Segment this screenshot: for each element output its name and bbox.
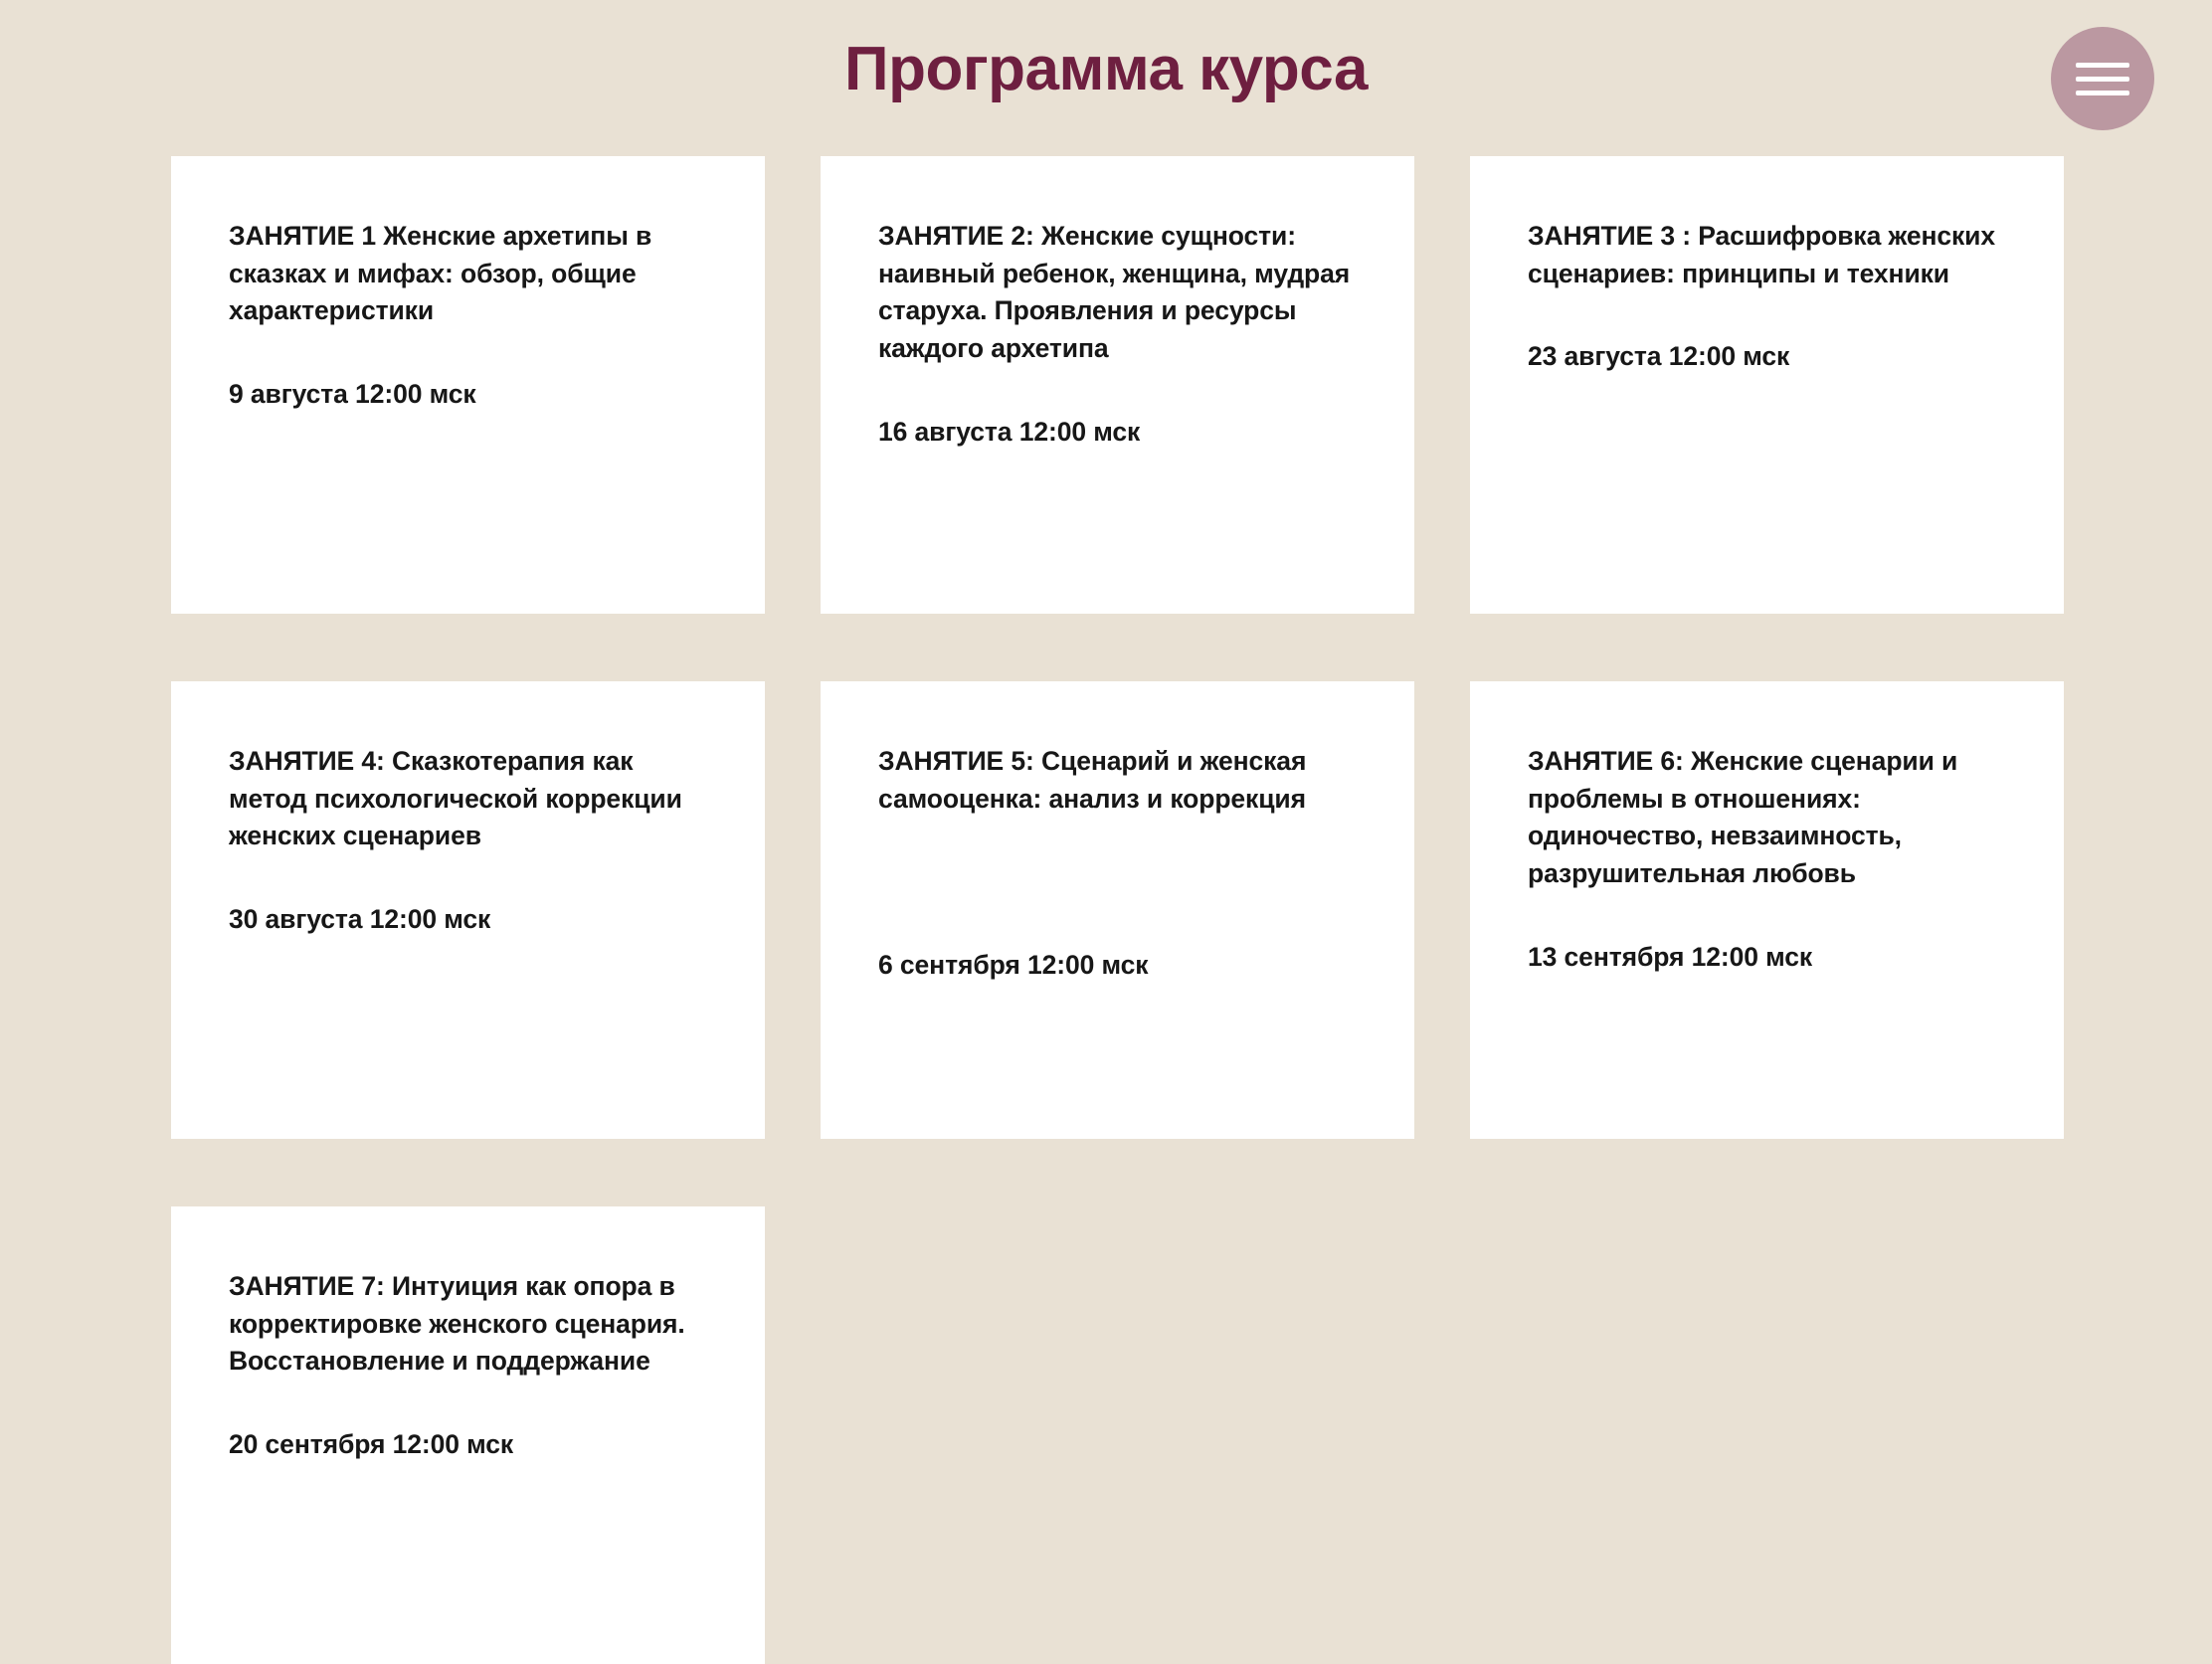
lesson-card <box>1470 681 2064 1139</box>
page-title: Программа курса <box>844 34 1368 103</box>
lesson-date: 9 августа 12:00 мск <box>229 378 476 409</box>
lesson-date: 23 августа 12:00 мск <box>1528 341 1790 372</box>
spacer <box>1528 292 2006 338</box>
spacer <box>1528 893 2006 939</box>
lesson-date: 13 сентября 12:00 мск <box>1528 941 1813 972</box>
lesson-title: ЗАНЯТИЕ 1 Женские архетипы в сказках и мифах: обзор, общие характеристики <box>229 221 652 326</box>
lesson-card <box>171 1206 765 1664</box>
lesson-card <box>821 156 1414 614</box>
spacer <box>878 818 1357 947</box>
lesson-card <box>171 156 765 614</box>
spacer <box>878 368 1357 414</box>
lesson-date: 30 августа 12:00 мск <box>229 903 491 934</box>
lesson-title: ЗАНЯТИЕ 4: Сказкотерапия как метод психологической коррекции женских сценариев <box>229 746 682 851</box>
lesson-title: ЗАНЯТИЕ 3 : Расшифровка женских сценариев: принципы и техники <box>1528 221 1995 288</box>
hamburger-icon-line-3 <box>2076 91 2129 95</box>
hamburger-icon-line-1 <box>2076 63 2129 68</box>
hamburger-menu-button[interactable] <box>2051 27 2154 130</box>
lesson-date: 20 сентября 12:00 мск <box>229 1428 514 1459</box>
lesson-title: ЗАНЯТИЕ 6: Женские сценарии и проблемы в отношениях: одиночество, невзаимность, разрушительная любовь <box>1528 746 1958 888</box>
lesson-card <box>821 681 1414 1139</box>
lesson-title: ЗАНЯТИЕ 5: Сценарий и женская самооценка: анализ и коррекция <box>878 746 1307 814</box>
spacer <box>229 330 707 376</box>
lesson-date: 6 сентября 12:00 мск <box>878 950 1149 981</box>
lesson-title: ЗАНЯТИЕ 7: Интуиция как опора в корректировке женского сценария. Восстановление и поддержание <box>229 1271 685 1377</box>
lesson-date: 16 августа 12:00 мск <box>878 416 1141 447</box>
lesson-title: ЗАНЯТИЕ 2: Женские сущности: наивный ребенок, женщина, мудрая старуха. Проявления и ресурсы каждого архетипа <box>878 221 1351 363</box>
lesson-card <box>1470 156 2064 614</box>
lesson-card <box>171 681 765 1139</box>
spacer <box>229 855 707 901</box>
spacer <box>229 1381 707 1426</box>
hamburger-icon-line-2 <box>2076 77 2129 82</box>
course-program-grid <box>171 156 2045 1664</box>
